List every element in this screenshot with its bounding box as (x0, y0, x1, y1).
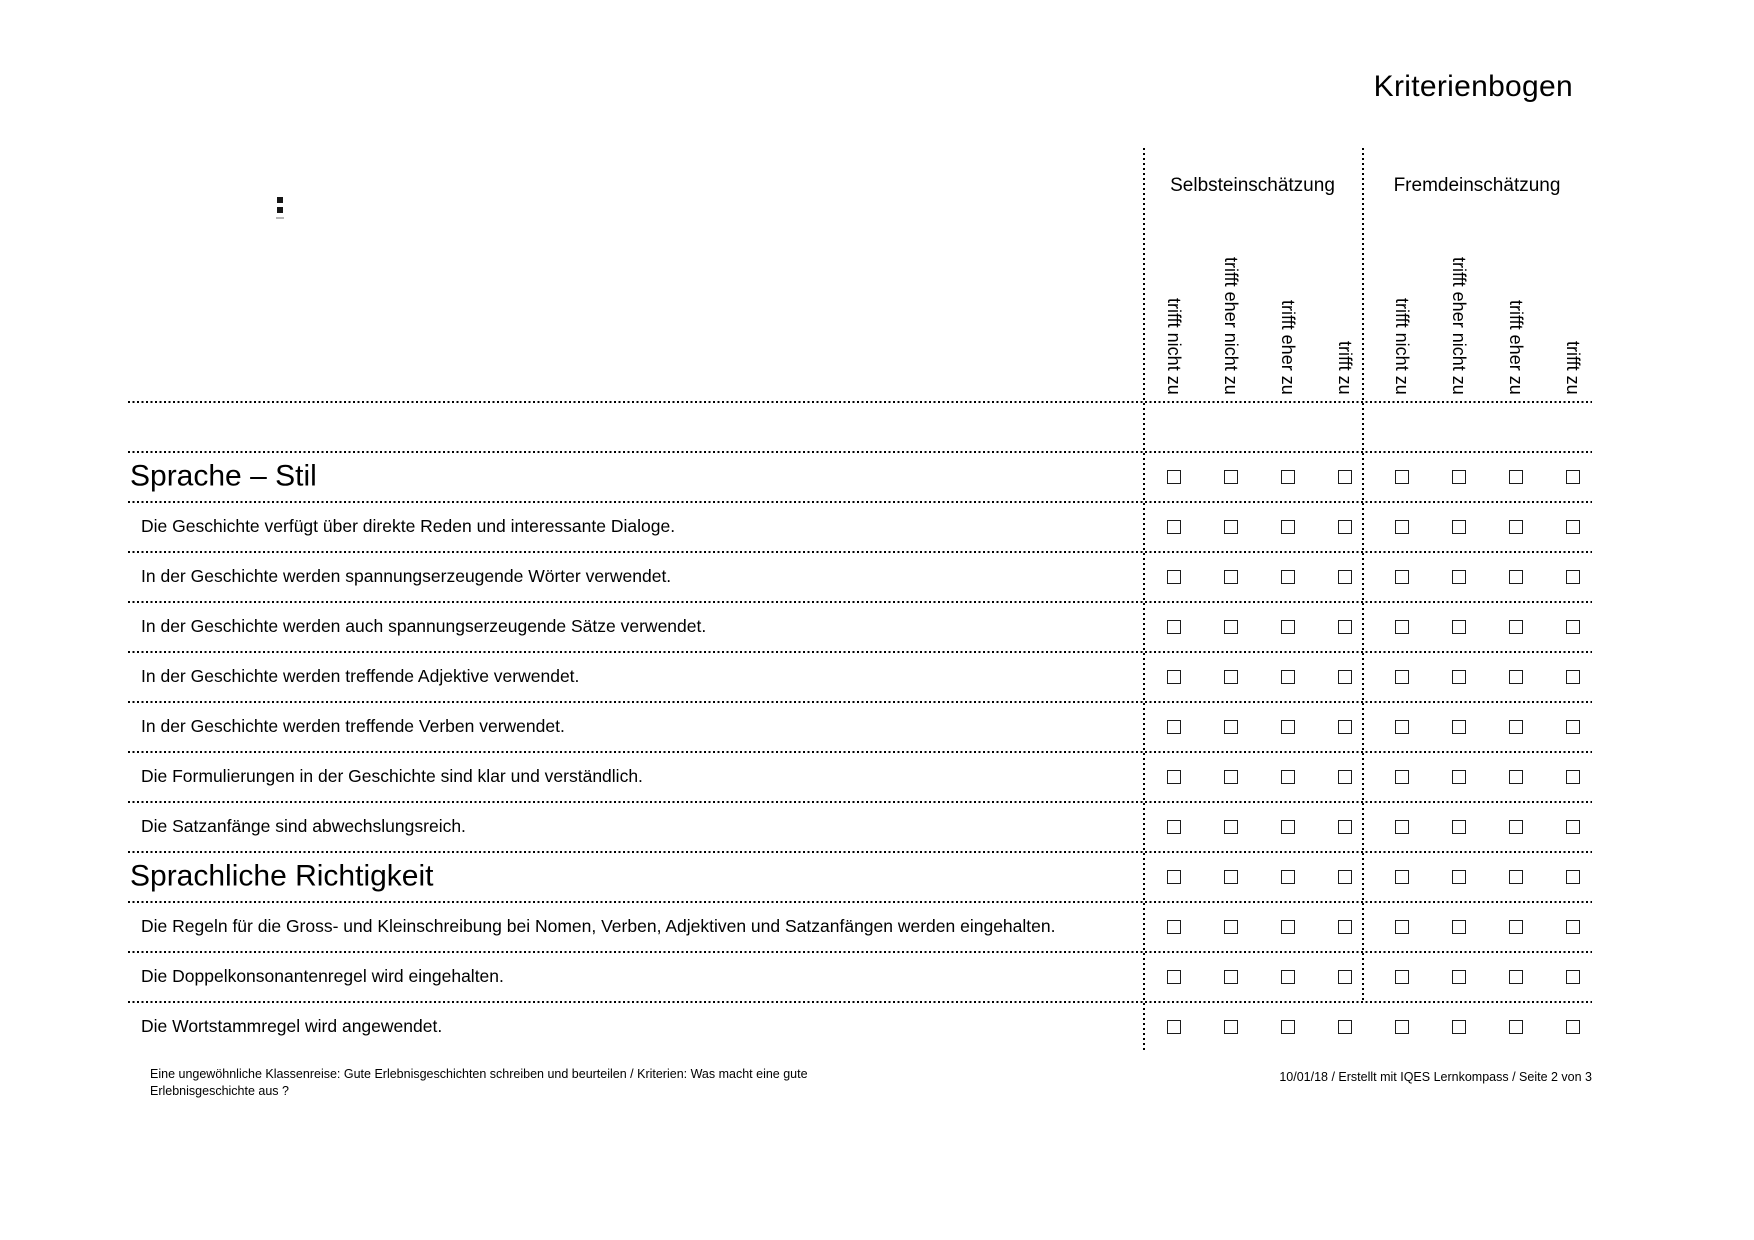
checkbox-self-4[interactable] (1338, 820, 1352, 834)
checkbox-peer-2[interactable] (1452, 1020, 1466, 1034)
spacer-row (128, 402, 1592, 452)
checkbox-self-2[interactable] (1224, 920, 1238, 934)
dotted-row-divider (128, 1001, 1592, 1003)
checkbox-self-2[interactable] (1224, 470, 1238, 484)
checkbox-self-4[interactable] (1338, 570, 1352, 584)
dotted-row-divider (128, 751, 1592, 753)
section-heading-row (128, 452, 1592, 502)
checkbox-peer-3[interactable] (1509, 820, 1523, 834)
checkbox-peer-3[interactable] (1509, 720, 1523, 734)
checkbox-self-4[interactable] (1338, 1020, 1352, 1034)
checkbox-peer-2[interactable] (1452, 670, 1466, 684)
checkbox-self-1[interactable] (1167, 770, 1181, 784)
checkbox-self-3[interactable] (1281, 770, 1295, 784)
checkbox-self-3[interactable] (1281, 1020, 1295, 1034)
dotted-row-divider (128, 701, 1592, 703)
checkbox-self-1[interactable] (1167, 820, 1181, 834)
checkbox-peer-4[interactable] (1566, 620, 1580, 634)
checkbox-self-2[interactable] (1224, 570, 1238, 584)
row-label: Die Doppelkonsonantenregel wird eingehalten. (141, 966, 504, 987)
rating-label-peer-1: trifft nicht zu (1392, 298, 1412, 395)
dotted-row-divider (128, 651, 1592, 653)
checkbox-peer-2[interactable] (1452, 620, 1466, 634)
checkbox-peer-3[interactable] (1509, 470, 1523, 484)
dotted-row-divider (128, 551, 1592, 553)
page-title: Kriterienbogen (1373, 70, 1573, 103)
checkbox-peer-4[interactable] (1566, 870, 1580, 884)
checkbox-peer-2[interactable] (1452, 470, 1466, 484)
checkbox-peer-3[interactable] (1509, 620, 1523, 634)
checkbox-peer-1[interactable] (1395, 520, 1409, 534)
checkbox-self-4[interactable] (1338, 920, 1352, 934)
checkbox-self-2[interactable] (1224, 520, 1238, 534)
row-label: Die Geschichte verfügt über direkte Reden und interessante Dialoge. (141, 516, 676, 537)
checkbox-peer-4[interactable] (1566, 720, 1580, 734)
rating-label-self-4: trifft zu (1335, 341, 1355, 395)
ratings-strip (128, 148, 1592, 402)
section-heading-row (128, 852, 1592, 902)
section-heading: Sprachliche Richtigkeit (130, 859, 434, 893)
checkbox-peer-3[interactable] (1509, 870, 1523, 884)
checkbox-self-3[interactable] (1281, 570, 1295, 584)
checkbox-self-1[interactable] (1167, 520, 1181, 534)
row-label: Die Formulierungen in der Geschichte sind klar und verständlich. (141, 766, 643, 787)
checkbox-peer-4[interactable] (1566, 820, 1580, 834)
checkbox-peer-2[interactable] (1452, 720, 1466, 734)
checkbox-self-2[interactable] (1224, 870, 1238, 884)
dotted-row-divider (128, 851, 1592, 853)
checkbox-self-1[interactable] (1167, 620, 1181, 634)
rating-label-peer-3: trifft eher zu (1506, 300, 1526, 395)
dotted-row-divider (128, 501, 1592, 503)
criteria-row (128, 502, 1592, 552)
checkbox-peer-4[interactable] (1566, 570, 1580, 584)
checkbox-peer-1[interactable] (1395, 920, 1409, 934)
checkbox-peer-4[interactable] (1566, 1020, 1580, 1034)
rating-label-self-1: trifft nicht zu (1164, 298, 1184, 395)
rating-label-peer-2: trifft eher nicht zu (1449, 257, 1469, 395)
checkbox-self-3[interactable] (1281, 670, 1295, 684)
checkbox-peer-3[interactable] (1509, 1020, 1523, 1034)
checkbox-peer-4[interactable] (1566, 970, 1580, 984)
checkbox-peer-2[interactable] (1452, 820, 1466, 834)
checkbox-self-2[interactable] (1224, 720, 1238, 734)
checkbox-self-1[interactable] (1167, 920, 1181, 934)
checkbox-self-3[interactable] (1281, 720, 1295, 734)
dotted-row-divider (128, 801, 1592, 803)
criteria-row (128, 652, 1592, 702)
criteria-row (128, 902, 1592, 952)
dotted-row-divider (128, 401, 1592, 403)
checkbox-self-4[interactable] (1338, 870, 1352, 884)
checkbox-peer-3[interactable] (1509, 570, 1523, 584)
checkbox-self-3[interactable] (1281, 820, 1295, 834)
footer-note-left-line1: Eine ungewöhnliche Klassenreise: Gute Erlebnisgeschichten schreiben und beurteilen / Kriterien: Was macht eine gute (150, 1067, 808, 1081)
criteria-row (128, 802, 1592, 852)
dotted-row-divider (128, 601, 1592, 603)
checkbox-self-3[interactable] (1281, 870, 1295, 884)
checkbox-peer-3[interactable] (1509, 920, 1523, 934)
checkbox-peer-2[interactable] (1452, 770, 1466, 784)
checkbox-peer-1[interactable] (1395, 970, 1409, 984)
criteria-row (128, 1002, 1592, 1052)
criteria-row (128, 552, 1592, 602)
criteria-row (128, 752, 1592, 802)
checkbox-peer-2[interactable] (1452, 870, 1466, 884)
dotted-row-divider (128, 951, 1592, 953)
checkbox-self-1[interactable] (1167, 870, 1181, 884)
checkbox-peer-1[interactable] (1395, 570, 1409, 584)
row-label: Die Regeln für die Gross- und Kleinschreibung bei Nomen, Verben, Adjektiven und Satzanfängen werden eingehalten. (141, 916, 1056, 937)
checkbox-peer-2[interactable] (1452, 570, 1466, 584)
rating-label-peer-4: trifft zu (1563, 341, 1583, 395)
row-label: Die Wortstammregel wird angewendet. (141, 1016, 443, 1037)
checkbox-self-3[interactable] (1281, 920, 1295, 934)
checkbox-peer-1[interactable] (1395, 720, 1409, 734)
checkbox-peer-1[interactable] (1395, 870, 1409, 884)
row-label: In der Geschichte werden auch spannungserzeugende Sätze verwendet. (141, 616, 707, 637)
checkbox-peer-2[interactable] (1452, 920, 1466, 934)
checkbox-self-3[interactable] (1281, 470, 1295, 484)
checkbox-self-4[interactable] (1338, 620, 1352, 634)
checkbox-peer-3[interactable] (1509, 670, 1523, 684)
checkbox-self-2[interactable] (1224, 1020, 1238, 1034)
checkbox-peer-1[interactable] (1395, 1020, 1409, 1034)
section-heading: Sprache – Stil (130, 459, 317, 493)
criteria-row (128, 952, 1592, 1002)
checkbox-peer-4[interactable] (1566, 470, 1580, 484)
checkbox-self-3[interactable] (1281, 970, 1295, 984)
checkbox-self-4[interactable] (1338, 470, 1352, 484)
footer-note-left-line2: Erlebnisgeschichte aus ? (150, 1084, 289, 1098)
checkbox-self-3[interactable] (1281, 520, 1295, 534)
checkbox-peer-1[interactable] (1395, 770, 1409, 784)
checkbox-self-1[interactable] (1167, 670, 1181, 684)
column-group-label-self: Selbsteinschätzung (1170, 175, 1335, 196)
checkbox-peer-3[interactable] (1509, 970, 1523, 984)
checkbox-peer-3[interactable] (1509, 770, 1523, 784)
dotted-row-divider (128, 901, 1592, 903)
checkbox-peer-1[interactable] (1395, 470, 1409, 484)
checkbox-peer-3[interactable] (1509, 520, 1523, 534)
checkbox-peer-2[interactable] (1452, 970, 1466, 984)
checkbox-peer-1[interactable] (1395, 820, 1409, 834)
checkbox-peer-2[interactable] (1452, 520, 1466, 534)
checkbox-peer-4[interactable] (1566, 670, 1580, 684)
dotted-row-divider (128, 451, 1592, 453)
checkbox-self-2[interactable] (1224, 670, 1238, 684)
table-rows (128, 402, 1592, 1052)
checkbox-self-2[interactable] (1224, 770, 1238, 784)
checkbox-self-2[interactable] (1224, 820, 1238, 834)
rating-label-self-2: trifft eher nicht zu (1221, 257, 1241, 395)
row-label: Die Satzanfänge sind abwechslungsreich. (141, 816, 466, 837)
checkbox-peer-1[interactable] (1395, 620, 1409, 634)
checkbox-self-2[interactable] (1224, 970, 1238, 984)
checkbox-self-4[interactable] (1338, 720, 1352, 734)
checkbox-self-3[interactable] (1281, 620, 1295, 634)
checkbox-self-4[interactable] (1338, 770, 1352, 784)
checkbox-self-1[interactable] (1167, 1020, 1181, 1034)
checkbox-peer-1[interactable] (1395, 670, 1409, 684)
row-label: In der Geschichte werden treffende Adjektive verwendet. (141, 666, 580, 687)
criteria-row (128, 602, 1592, 652)
checkbox-self-1[interactable] (1167, 470, 1181, 484)
checkbox-self-4[interactable] (1338, 670, 1352, 684)
checkbox-self-2[interactable] (1224, 620, 1238, 634)
checkbox-self-4[interactable] (1338, 970, 1352, 984)
footer-note-left (150, 1066, 808, 1100)
checkbox-peer-4[interactable] (1566, 520, 1580, 534)
checkbox-self-1[interactable] (1167, 720, 1181, 734)
checkbox-peer-4[interactable] (1566, 920, 1580, 934)
checkbox-self-1[interactable] (1167, 970, 1181, 984)
checkbox-peer-4[interactable] (1566, 770, 1580, 784)
row-label: In der Geschichte werden treffende Verben verwendet. (141, 716, 565, 737)
footer-note-right: 10/01/18 / Erstellt mit IQES Lernkompass / Seite 2 von 3 (1279, 1070, 1592, 1084)
row-label: In der Geschichte werden spannungserzeugende Wörter verwendet. (141, 566, 672, 587)
column-group-label-peer: Fremdeinschätzung (1393, 175, 1561, 196)
checkbox-self-4[interactable] (1338, 520, 1352, 534)
checkbox-self-1[interactable] (1167, 570, 1181, 584)
criteria-row (128, 702, 1592, 752)
rating-label-self-3: trifft eher zu (1278, 300, 1298, 395)
